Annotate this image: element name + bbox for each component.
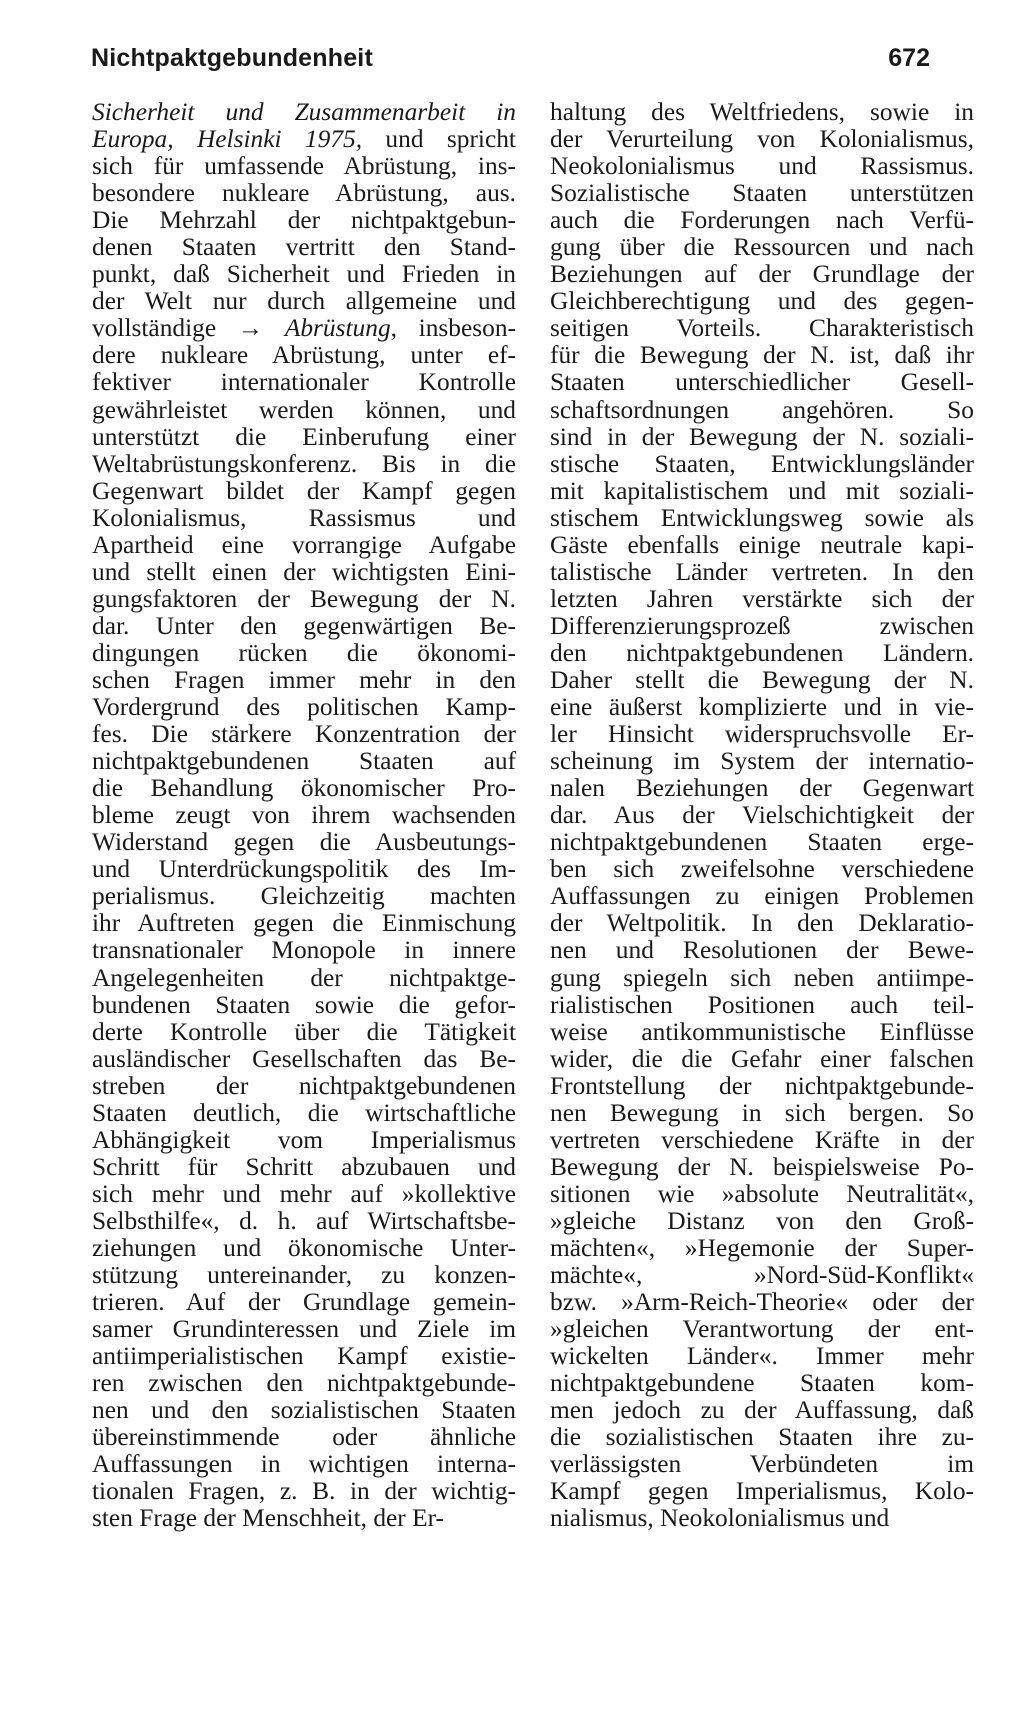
text-line: stischem Entwicklungsweg sowie als	[550, 503, 974, 532]
text-line: haltung des Weltfriedens, sowie in	[550, 98, 974, 126]
text-line: nichtpaktgebundenen Staaten erge-	[550, 828, 974, 857]
text-line: Kolonialismus, Rassismus und	[92, 503, 516, 532]
text-line: Beziehungen auf der Grundlage der	[550, 260, 974, 289]
page-number: 672	[888, 44, 930, 72]
text-line: fes. Die stärkere Konzentration der	[92, 720, 516, 749]
text-line: stische Staaten, Entwicklungsländer	[550, 449, 974, 478]
text-line: talistische Länder vertreten. In den	[550, 557, 974, 586]
text-line: und stellt einen der wichtigsten Eini-	[92, 557, 516, 586]
text-line: wickelten Länder«. Immer mehr	[550, 1342, 974, 1371]
text-line: Sicherheit und Zusammenarbeit in	[92, 98, 516, 126]
text-line: bleme zeugt von ihrem wachsenden	[92, 801, 516, 830]
text-line: Gleichberechtigung und des gegen-	[550, 287, 974, 316]
text-line: Bewegung der N. beispielsweise Po-	[550, 1152, 974, 1181]
text-line: der Verurteilung von Kolonialismus,	[550, 125, 974, 154]
text-line: stützung untereinander, zu konzen-	[92, 1261, 516, 1290]
text-line: schen Fragen immer mehr in den	[92, 665, 516, 694]
text-line: dingungen rücken die ökonomi-	[92, 638, 516, 667]
text-line: ziehungen und ökonomische Unter-	[92, 1233, 516, 1262]
text-line: Differenzierungsprozeß zwischen	[550, 611, 974, 640]
text-line: ihr Auftreten gegen die Einmischung	[92, 909, 516, 938]
text-line: Gäste ebenfalls einige neutrale kapi-	[550, 530, 974, 559]
text-line: derte Kontrolle über die Tätigkeit	[92, 1017, 516, 1046]
right-column	[550, 99, 974, 1532]
text-line: für die Bewegung der N. ist, daß ihr	[550, 341, 974, 370]
text-line: die Behandlung ökonomischer Pro-	[92, 774, 516, 803]
text-line: dar. Aus der Vielschichtigkeit der	[550, 801, 974, 830]
text-line: »gleiche Distanz von den Groß-	[550, 1206, 974, 1235]
text-line: eine äußerst komplizierte und in vie-	[550, 693, 974, 722]
text-line: Auffassungen in wichtigen interna-	[92, 1450, 516, 1479]
text-line: Sozialistische Staaten unterstützen	[550, 179, 974, 208]
text-line: antiimperialistischen Kampf existie-	[92, 1342, 516, 1371]
text-line: Staaten unterschiedlicher Gesell-	[550, 368, 974, 397]
text-line: nichtpaktgebundenen Staaten auf	[92, 747, 516, 776]
text-line: Schritt für Schritt abzubauen und	[92, 1152, 516, 1181]
text-line: Frontstellung der nichtpaktgebunde-	[550, 1071, 974, 1100]
text-line: schaftsordnungen angehören. So	[550, 395, 974, 424]
text-line: auch die Forderungen nach Verfü-	[550, 206, 974, 235]
text-line: samer Grundinteressen und Ziele im	[92, 1315, 516, 1344]
text-line: Gegenwart bildet der Kampf gegen	[92, 476, 516, 505]
text-line: gewährleistet werden können, und	[92, 395, 516, 424]
text-line: nen Bewegung in sich bergen. So	[550, 1098, 974, 1127]
text-line: rialistischen Positionen auch teil-	[550, 990, 974, 1019]
text-line: bzw. »Arm-Reich-Theorie« oder der	[550, 1288, 974, 1317]
text-line: sind in der Bewegung der N. soziali-	[550, 422, 974, 451]
text-line: Kampf gegen Imperialismus, Kolo-	[550, 1477, 974, 1506]
text-line: nialismus, Neokolonialismus und	[550, 1504, 890, 1533]
text-line: Widerstand gegen die Ausbeutungs-	[92, 828, 516, 857]
text-line: tionalen Fragen, z. B. in der wichtig-	[92, 1477, 516, 1506]
text-line: den nichtpaktgebundenen Ländern.	[550, 638, 974, 667]
text-line: Europa, Helsinki 1975, und spricht	[92, 125, 516, 154]
text-line: Auffassungen zu einigen Problemen	[550, 882, 974, 911]
text-line: sten Frage der Menschheit, der Er-	[92, 1504, 445, 1533]
text-line: gung spiegeln sich neben antiimpe-	[550, 963, 974, 992]
text-line: perialismus. Gleichzeitig machten	[92, 882, 516, 911]
text-line: besondere nukleare Abrüstung, aus.	[92, 179, 516, 208]
text-line: unterstützt die Einberufung einer	[92, 422, 516, 451]
text-line: sich für umfassende Abrüstung, ins-	[92, 152, 516, 181]
text-line: fektiver internationaler Kontrolle	[92, 368, 516, 397]
text-line: Daher stellt die Bewegung der N.	[550, 665, 974, 694]
text-line: »gleichen Verantwortung der ent-	[550, 1315, 974, 1344]
text-line: gungsfaktoren der Bewegung der N.	[92, 584, 516, 613]
text-line: bundenen Staaten sowie die gefor-	[92, 990, 516, 1019]
text-line: Abhängigkeit vom Imperialismus	[92, 1125, 516, 1154]
text-line: nalen Beziehungen der Gegenwart	[550, 774, 974, 803]
text-line: ler Hinsicht widerspruchsvolle Er-	[550, 720, 974, 749]
text-line: men jedoch zu der Auffassung, daß	[550, 1396, 974, 1425]
text-line: mächten«, »Hegemonie der Super-	[550, 1233, 974, 1262]
text-line: mächte«, »Nord-Süd-Konflikt«	[550, 1261, 974, 1290]
text-line: streben der nichtpaktgebundenen	[92, 1071, 516, 1100]
text-line: nen und Resolutionen der Bewe-	[550, 936, 974, 965]
text-line: Weltabrüstungskonferenz. Bis in die	[92, 449, 516, 478]
text-line: Staaten deutlich, die wirtschaftliche	[92, 1098, 516, 1127]
left-column	[92, 99, 516, 1532]
text-line: sitionen wie »absolute Neutralität«,	[550, 1179, 974, 1208]
text-line: mit kapitalistischem und mit soziali-	[550, 476, 974, 505]
text-line: weise antikommunistische Einflüsse	[550, 1017, 974, 1046]
text-line: seitigen Vorteils. Charakteristisch	[550, 314, 974, 343]
text-line: und Unterdrückungspolitik des Im-	[92, 855, 516, 884]
text-line: gung über die Ressourcen und nach	[550, 233, 974, 262]
text-line: die sozialistischen Staaten ihre zu-	[550, 1423, 974, 1452]
text-line: der Weltpolitik. In den Deklaratio-	[550, 909, 974, 938]
text-line: vollständige → Abrüstung, insbeson-	[92, 314, 516, 343]
text-line: Apartheid eine vorrangige Aufgabe	[92, 530, 516, 559]
text-line: verlässigsten Verbündeten im	[550, 1450, 974, 1479]
text-line: sich mehr und mehr auf »kollektive	[92, 1179, 516, 1208]
text-line: dar. Unter den gegenwärtigen Be-	[92, 611, 516, 640]
text-line: Angelegenheiten der nichtpaktge-	[92, 963, 516, 992]
text-line: punkt, daß Sicherheit und Frieden in	[92, 260, 516, 289]
text-line: scheinung im System der internatio-	[550, 747, 974, 776]
text-line: Die Mehrzahl der nichtpaktgebun-	[92, 206, 516, 235]
text-line: vertreten verschiedene Kräfte in der	[550, 1125, 974, 1154]
text-line: nen und den sozialistischen Staaten	[92, 1396, 516, 1425]
text-line: ben sich zweifelsohne verschiedene	[550, 855, 974, 884]
text-line: ausländischer Gesellschaften das Be-	[92, 1044, 516, 1073]
text-line: trieren. Auf der Grundlage gemein-	[92, 1288, 516, 1317]
text-line: transnationaler Monopole in innere	[92, 936, 516, 965]
text-line: übereinstimmende oder ähnliche	[92, 1423, 516, 1452]
text-line: denen Staaten vertritt den Stand-	[92, 233, 516, 262]
text-line: nichtpaktgebundene Staaten kom-	[550, 1369, 974, 1398]
page-title: Nichtpaktgebundenheit	[91, 44, 373, 72]
text-line: Vordergrund des politischen Kamp-	[92, 693, 516, 722]
text-line: wider, die die Gefahr einer falschen	[550, 1044, 974, 1073]
text-line: dere nukleare Abrüstung, unter ef-	[92, 341, 516, 370]
text-line: ren zwischen den nichtpaktgebunde-	[92, 1369, 516, 1398]
text-line: der Welt nur durch allgemeine und	[92, 287, 516, 316]
text-line: Neokolonialismus und Rassismus.	[550, 152, 974, 181]
text-line: Selbsthilfe«, d. h. auf Wirtschaftsbe-	[92, 1206, 516, 1235]
text-line: letzten Jahren verstärkte sich der	[550, 584, 974, 613]
